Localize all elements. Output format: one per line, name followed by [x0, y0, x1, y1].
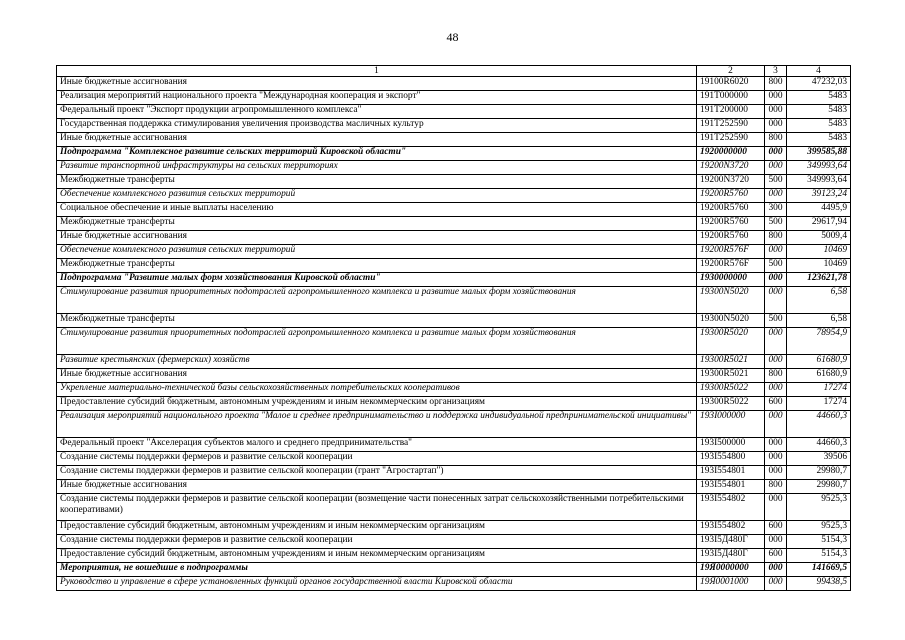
row-code-cell: 19100R6020	[697, 77, 765, 91]
row-code-cell: 19200R576F	[697, 245, 765, 259]
row-kind-cell: 000	[765, 452, 787, 466]
row-amount-cell: 9525,3	[787, 494, 851, 521]
row-name-cell: Создание системы поддержки фермеров и развитие сельской кооперации	[57, 535, 697, 549]
row-kind-cell: 000	[765, 466, 787, 480]
row-code-cell: 19200N3720	[697, 161, 765, 175]
row-code-cell: 19200N3720	[697, 175, 765, 189]
row-kind-cell: 000	[765, 563, 787, 577]
row-name-cell: Межбюджетные трансферты	[57, 217, 697, 231]
row-kind-cell: 000	[765, 105, 787, 119]
row-kind-cell: 000	[765, 383, 787, 397]
row-kind-cell: 000	[765, 577, 787, 591]
table-row	[57, 231, 851, 245]
table-row	[57, 549, 851, 563]
row-code-cell: 191T252590	[697, 133, 765, 147]
row-name-cell: Стимулирование развития приоритетных подотраслей агропромышленного комплекса и развитие малых форм хозяйствования	[57, 328, 697, 355]
row-amount-cell: 29980,7	[787, 466, 851, 480]
table-row	[57, 91, 851, 105]
table-row	[57, 105, 851, 119]
row-amount-cell: 44660,3	[787, 411, 851, 438]
row-name-cell: Государственная поддержка стимулирования увеличения производства масличных культур	[57, 119, 697, 133]
row-kind-cell: 000	[765, 147, 787, 161]
table-row	[57, 397, 851, 411]
table-row	[57, 480, 851, 494]
row-name-cell: Создание системы поддержки фермеров и развитие сельской кооперации	[57, 452, 697, 466]
row-name-cell: Иные бюджетные ассигнования	[57, 133, 697, 147]
table-row	[57, 521, 851, 535]
row-name-cell: Межбюджетные трансферты	[57, 175, 697, 189]
table-row	[57, 259, 851, 273]
row-amount-cell: 17274	[787, 383, 851, 397]
row-kind-cell: 600	[765, 521, 787, 535]
row-kind-cell: 600	[765, 549, 787, 563]
row-code-cell: 193I000000	[697, 411, 765, 438]
row-name-cell: Развитие транспортной инфраструктуры на сельских территориях	[57, 161, 697, 175]
table-row	[57, 203, 851, 217]
row-kind-cell: 500	[765, 259, 787, 273]
table-row	[57, 119, 851, 133]
table-row	[57, 273, 851, 287]
row-code-cell: 19Я0000000	[697, 563, 765, 577]
row-code-cell: 19300N5020	[697, 314, 765, 328]
row-kind-cell: 000	[765, 161, 787, 175]
table-row	[57, 383, 851, 397]
row-code-cell: 193I500000	[697, 438, 765, 452]
row-name-cell: Федеральный проект "Акселерация субъектов малого и среднего предпринимательства"	[57, 438, 697, 452]
row-code-cell: 193I5Д480Г	[697, 549, 765, 563]
row-name-cell: Стимулирование развития приоритетных подотраслей агропромышленного комплекса и развитие малых форм хозяйствования	[57, 287, 697, 314]
row-amount-cell: 61680,9	[787, 369, 851, 383]
row-code-cell: 19200R5760	[697, 217, 765, 231]
row-amount-cell: 5154,3	[787, 535, 851, 549]
row-name-cell: Межбюджетные трансферты	[57, 259, 697, 273]
row-name-cell: Межбюджетные трансферты	[57, 314, 697, 328]
row-amount-cell: 123621,78	[787, 273, 851, 287]
table-row	[57, 287, 851, 314]
table-row	[57, 438, 851, 452]
row-kind-cell: 300	[765, 203, 787, 217]
row-name-cell: Обеспечение комплексного развития сельских территорий	[57, 189, 697, 203]
row-name-cell: Создание системы поддержки фермеров и развитие сельской кооперации (возмещение части понесенных затрат сельскохозяйственными потребительскими кооперативами)	[57, 494, 697, 521]
table-row	[57, 133, 851, 147]
row-code-cell: 193I554802	[697, 521, 765, 535]
row-name-cell: Руководство и управление в сфере установленных функций органов государственной власти Кировской области	[57, 577, 697, 591]
table-row	[57, 175, 851, 189]
row-code-cell: 191T200000	[697, 105, 765, 119]
row-code-cell: 19200R5760	[697, 203, 765, 217]
row-code-cell: 1920000000	[697, 147, 765, 161]
row-kind-cell: 000	[765, 245, 787, 259]
table-body	[57, 77, 851, 591]
row-name-cell: Иные бюджетные ассигнования	[57, 77, 697, 91]
row-name-cell: Мероприятия, не вошедшие в подпрограммы	[57, 563, 697, 577]
row-kind-cell: 000	[765, 91, 787, 105]
row-amount-cell: 399585,88	[787, 147, 851, 161]
row-amount-cell: 5154,3	[787, 549, 851, 563]
row-amount-cell: 5483	[787, 105, 851, 119]
page-number: 48	[446, 30, 459, 44]
row-code-cell: 193I554802	[697, 494, 765, 521]
row-amount-cell: 6,58	[787, 314, 851, 328]
row-kind-cell: 800	[765, 133, 787, 147]
table-row	[57, 563, 851, 577]
row-amount-cell: 5483	[787, 119, 851, 133]
row-code-cell: 19300N5020	[697, 287, 765, 314]
table-row	[57, 411, 851, 438]
row-kind-cell: 000	[765, 355, 787, 369]
row-kind-cell: 000	[765, 535, 787, 549]
row-code-cell: 193I554801	[697, 480, 765, 494]
row-name-cell: Предоставление субсидий бюджетным, автономным учреждениям и иным некоммерческим организациям	[57, 521, 697, 535]
row-amount-cell: 141669,5	[787, 563, 851, 577]
table-row	[57, 355, 851, 369]
row-amount-cell: 78954,9	[787, 328, 851, 355]
row-kind-cell: 800	[765, 369, 787, 383]
row-amount-cell: 61680,9	[787, 355, 851, 369]
row-name-cell: Укрепление материально-технической базы сельскохозяйственных потребительских кооперативов	[57, 383, 697, 397]
row-kind-cell: 000	[765, 494, 787, 521]
row-name-cell: Социальное обеспечение и иные выплаты населению	[57, 203, 697, 217]
row-code-cell: 19200R5760	[697, 231, 765, 245]
row-name-cell: Предоставление субсидий бюджетным, автономным учреждениям и иным некоммерческим организациям	[57, 549, 697, 563]
row-kind-cell: 000	[765, 438, 787, 452]
row-amount-cell: 5009,4	[787, 231, 851, 245]
row-amount-cell: 5483	[787, 133, 851, 147]
row-name-cell: Иные бюджетные ассигнования	[57, 480, 697, 494]
table-header-row	[57, 66, 851, 77]
row-code-cell: 19300R5022	[697, 397, 765, 411]
header-col-4: 4	[787, 66, 851, 77]
row-code-cell: 19Я0001000	[697, 577, 765, 591]
table-row	[57, 77, 851, 91]
row-amount-cell: 17274	[787, 397, 851, 411]
row-amount-cell: 47232,03	[787, 77, 851, 91]
row-code-cell: 1930000000	[697, 273, 765, 287]
row-name-cell: Иные бюджетные ассигнования	[57, 231, 697, 245]
row-kind-cell: 000	[765, 189, 787, 203]
row-amount-cell: 4495,9	[787, 203, 851, 217]
row-code-cell: 19300R5020	[697, 328, 765, 355]
row-amount-cell: 99438,5	[787, 577, 851, 591]
row-name-cell: Предоставление субсидий бюджетным, автономным учреждениям и иным некоммерческим организациям	[57, 397, 697, 411]
row-kind-cell: 500	[765, 217, 787, 231]
budget-table	[56, 65, 851, 591]
table-row	[57, 147, 851, 161]
row-code-cell: 19300R5022	[697, 383, 765, 397]
row-kind-cell: 800	[765, 77, 787, 91]
row-amount-cell: 10469	[787, 245, 851, 259]
row-name-cell: Иные бюджетные ассигнования	[57, 369, 697, 383]
row-code-cell: 193I5Д480Г	[697, 535, 765, 549]
row-name-cell: Создание системы поддержки фермеров и развитие сельской кооперации (грант "Агростартап")	[57, 466, 697, 480]
row-amount-cell: 44660,3	[787, 438, 851, 452]
row-name-cell: Обеспечение комплексного развития сельских территорий	[57, 245, 697, 259]
row-code-cell: 19300R5021	[697, 355, 765, 369]
row-code-cell: 19200R5760	[697, 189, 765, 203]
table-row	[57, 369, 851, 383]
row-name-cell: Развитие крестьянских (фермерских) хозяйств	[57, 355, 697, 369]
row-code-cell: 193I554801	[697, 466, 765, 480]
row-amount-cell: 349993,64	[787, 161, 851, 175]
table-row	[57, 466, 851, 480]
row-kind-cell: 500	[765, 314, 787, 328]
row-amount-cell: 10469	[787, 259, 851, 273]
row-kind-cell: 600	[765, 397, 787, 411]
header-col-3: 3	[765, 66, 787, 77]
row-kind-cell: 500	[765, 175, 787, 189]
row-code-cell: 191T000000	[697, 91, 765, 105]
row-name-cell: Подпрограмма "Комплексное развитие сельских территорий Кировской области"	[57, 147, 697, 161]
row-code-cell: 191T252590	[697, 119, 765, 133]
row-code-cell: 19300R5021	[697, 369, 765, 383]
row-name-cell: Подпрограмма "Развитие малых форм хозяйствования Кировской области"	[57, 273, 697, 287]
row-amount-cell: 29980,7	[787, 480, 851, 494]
table-row	[57, 217, 851, 231]
row-name-cell: Реализация мероприятий национального проекта "Международная кооперация и экспорт"	[57, 91, 697, 105]
row-code-cell: 193I554800	[697, 452, 765, 466]
table-row	[57, 535, 851, 549]
table-row	[57, 577, 851, 591]
row-kind-cell: 800	[765, 231, 787, 245]
header-col-1: 1	[57, 66, 697, 77]
table-row	[57, 494, 851, 521]
table-row	[57, 328, 851, 355]
table-row	[57, 245, 851, 259]
table-row	[57, 161, 851, 175]
row-amount-cell: 39123,24	[787, 189, 851, 203]
row-amount-cell: 9525,3	[787, 521, 851, 535]
row-amount-cell: 39506	[787, 452, 851, 466]
row-code-cell: 19200R576F	[697, 259, 765, 273]
table-row	[57, 189, 851, 203]
row-kind-cell: 800	[765, 480, 787, 494]
row-amount-cell: 6,58	[787, 287, 851, 314]
row-kind-cell: 000	[765, 411, 787, 438]
header-col-2: 2	[697, 66, 765, 77]
row-amount-cell: 349993,64	[787, 175, 851, 189]
row-amount-cell: 29617,94	[787, 217, 851, 231]
row-name-cell: Федеральный проект "Экспорт продукции агропромышленного комплекса"	[57, 105, 697, 119]
table-row	[57, 452, 851, 466]
row-amount-cell: 5483	[787, 91, 851, 105]
row-kind-cell: 000	[765, 273, 787, 287]
table-row	[57, 314, 851, 328]
row-name-cell: Реализация мероприятий национального проекта "Малое и среднее предпринимательство и поддержка индивидуальной предпринимательской инициативы"	[57, 411, 697, 438]
row-kind-cell: 000	[765, 328, 787, 355]
row-kind-cell: 000	[765, 119, 787, 133]
row-kind-cell: 000	[765, 287, 787, 314]
